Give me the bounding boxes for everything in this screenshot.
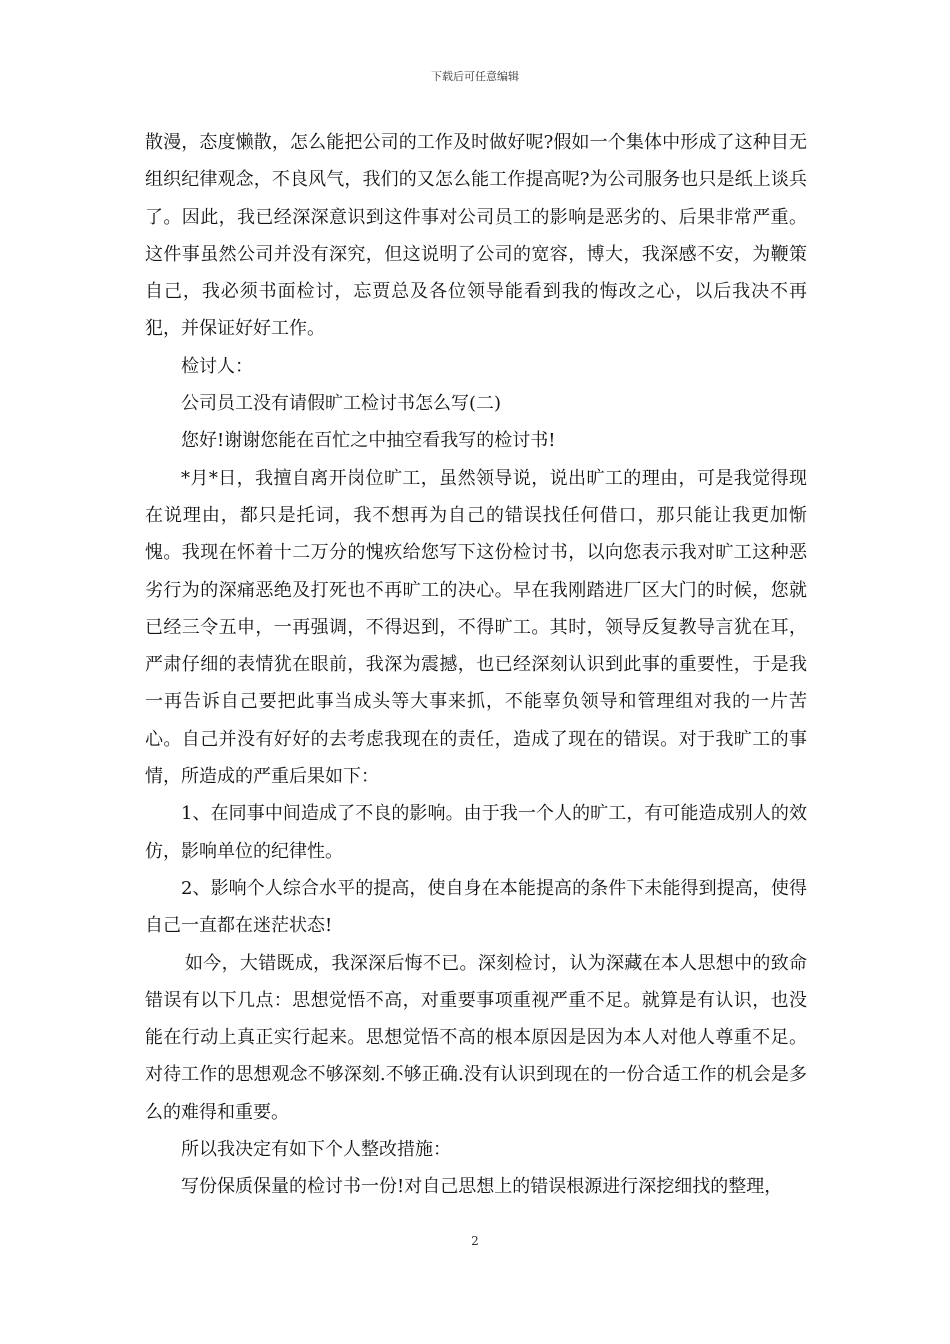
greeting: 您好!谢谢您能在百忙之中抽空看我写的检讨书! [181,430,556,452]
section-title: 公司员工没有请假旷工检讨书怎么写(二) [181,393,502,415]
paragraph: 散漫，态度懒散，怎么能把公司的工作及时做好呢?假如一个集体中形成了这种目无组织纪律观念，不良风气，我们的又怎么能工作提高呢?为公司服务也只是纸上谈兵了。因此，我已经深深意识到这件事对公司员工的影响是恶劣的、后果非常严重。这件事虽然公司并没有深究，但这说明了公司的宽容，博大，我深感不安，为鞭策自己，我必须书面检讨，忘贾总及各位领导能看到我的悔改之心，以后我决不再犯，并保证好好工作。 [145,132,807,340]
list-item: 1、在同事中间造成了不良的影响。由于我一个人的旷工，有可能造成别人的效仿，影响单位的纪律性。 [145,803,807,862]
signature-label: 检讨人： [181,355,253,377]
paragraph: 如今，大错既成，我深深后悔不已。深刻检讨，认为深藏在本人思想中的致命错误有以下几点：思想觉悟不高，对重要事项重视严重不足。就算是有认识，也没能在行动上真正实行起来。思想觉悟不高的根本原因是因为本人对他人尊重不足。对待工作的思想观念不够深刻.不够正确.没有认识到现在的一份合适工作的机会是多么的难得和重要。 [145,952,807,1123]
paragraph: 所以我决定有如下个人整改措施： [181,1139,451,1161]
page-header: 下载后可任意编辑 [431,70,519,83]
paragraph: 写份保质保量的检讨书一份!对自己思想上的错误根源进行深挖细找的整理， [181,1176,783,1198]
page-number: 2 [471,1234,479,1248]
list-item: 2、影响个人综合水平的提高，使自身在本能提高的条件下未能得到提高，使得自己一直都在迷茫状态! [145,877,807,937]
paragraph: *月*日，我擅自离开岗位旷工，虽然领导说，说出旷工的理由，可是我觉得现在说理由，都只是托词，我不想再为自己的错误找任何借口，那只能让我更加惭愧。我现在怀着十二万分的愧疚给您写下这份检讨书，以向您表示我对旷工这种恶劣行为的深痛恶绝及打死也不再旷工的决心。早在我刚踏进厂区大门的时候，您就已经三令五申，一再强调，不得迟到，不得旷工。其时，领导反复教导言犹在耳，严肃仔细的表情犹在眼前，我深为震撼，也已经深刻认识到此事的重要性，于是我一再告诉自己要把此事当成头等大事来抓，不能辜负领导和管理组对我的一片苦心。自己并没有好好的去考虑我现在的责任，造成了现在的错误。对于我旷工的事情，所造成的严重后果如下： [145,467,807,788]
document-body [145,124,807,1206]
